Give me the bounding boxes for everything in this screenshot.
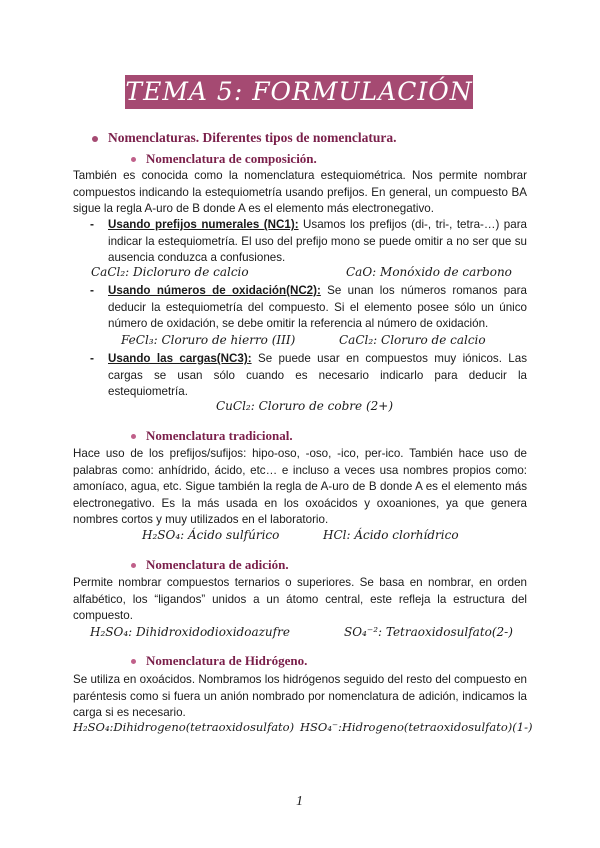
- formula-example: CaCl₂: Cloruro de calcio: [339, 333, 486, 347]
- nc1-label: Usando prefijos numerales (NC1):: [108, 218, 299, 231]
- formula-example: HSO₄⁻:Hidrogeno(tetraoxidosulfato)(1-): [300, 720, 533, 734]
- formula-example: CaO: Monóxido de carbono: [346, 265, 512, 279]
- nc2-label: Usando números de oxidación(NC2):: [108, 284, 321, 297]
- formula-example: H₂SO₄:Dihidrogeno(tetraoxidosulfato): [73, 720, 295, 734]
- bullet-dot: [131, 563, 136, 568]
- formula-example: H₂SO₄: Dihidroxidodioxidoazufre: [90, 625, 290, 639]
- nc1-text: Usamos los prefijos (di-, tri-, tetra-…) para indicar la estequiometría. El uso del prefijo mono se puede omitir a no ser que su ausencia conduzca a confusiones.: [108, 218, 528, 264]
- formula-example: HCl: Ácido clorhídrico: [323, 528, 459, 542]
- nc1-item: [108, 217, 527, 267]
- list-dash: -: [90, 217, 94, 231]
- nc2-item: [108, 283, 527, 333]
- formula-example: H₂SO₄: Ácido sulfúrico: [142, 528, 280, 542]
- formula-example: CaCl₂: Dicloruro de calcio: [91, 265, 249, 279]
- heading-composicion: Nomenclatura de composición.: [146, 151, 317, 166]
- heading-hidrogeno: Nomenclatura de Hidrógeno.: [146, 653, 308, 668]
- formula-example: FeCl₃: Cloruro de hierro (III): [121, 333, 296, 347]
- nc3-label: Usando las cargas(NC3):: [108, 352, 252, 365]
- list-dash: -: [90, 283, 94, 297]
- list-dash: -: [90, 351, 94, 365]
- paragraph-adicion: Permite nombrar compuestos ternarios o superiores. Se basa en nombrar, en orden alfabético, los “ligandos” unidos a un átomo central, este refleja la estructura del compuesto.: [73, 576, 527, 622]
- paragraph-hidrogeno: Se utiliza en oxoácidos. Nombramos los hidrógenos seguido del resto del compuesto en paréntesis como si fuera un anión nombrado por nomenclatura de adición, indicamos la carga si es necesario.: [73, 673, 527, 719]
- heading-tradicional: Nomenclatura tradicional.: [146, 428, 293, 443]
- nc3-item: [108, 351, 527, 401]
- section-heading: Nomenclaturas. Diferentes tipos de nomenclatura.: [108, 130, 397, 145]
- bullet-dot: [131, 659, 136, 664]
- bullet-dot: [92, 136, 98, 142]
- paragraph-tradicional: Hace uso de los prefijos/sufijos: hipo-oso, -oso, -ico, per-ico. También hace uso de palabras como: anhídrido, ácido, etc… e incluso a veces usa nombres propios como: amoníaco, agua, etc. Sigue también la regla de A-uro de B donde A es el elemento más electronegativo. Es la más usada en los oxoácidos y oxoaniones, ya que genera nombres cortos y muy utilizados en el laboratorio.: [73, 447, 527, 526]
- paragraph-composicion: También es conocida como la nomenclatura estequiométrica. Nos permite nombrar compuestos indicando la estequiometría usando prefijos. En general, un compuesto BA sigue la regla A-uro de B donde A es el elemento más electronegativo.: [73, 169, 527, 215]
- nc2-text: Se unan los números romanos para deducir la estequiometría del compuesto. Si el elemento posee sólo un único número de oxidación, se debe omitir la referencia al número de oxidación.: [108, 284, 527, 330]
- formula-example: SO₄⁻²: Tetraoxidosulfato(2-): [344, 625, 513, 639]
- formula-example: CuCl₂: Cloruro de cobre (2+): [216, 399, 394, 413]
- page-title: TEMA 5: FORMULACIÓN: [125, 77, 473, 106]
- heading-adicion: Nomenclatura de adición.: [146, 557, 289, 572]
- bullet-dot: [131, 434, 136, 439]
- page-number: 1: [296, 794, 303, 809]
- nc3-text: Se puede usar en compuestos muy iónicos. Las cargas se usan sólo cuando es necesario indicarlo para deducir la estequiometría.: [108, 352, 527, 398]
- bullet-dot: [131, 157, 136, 162]
